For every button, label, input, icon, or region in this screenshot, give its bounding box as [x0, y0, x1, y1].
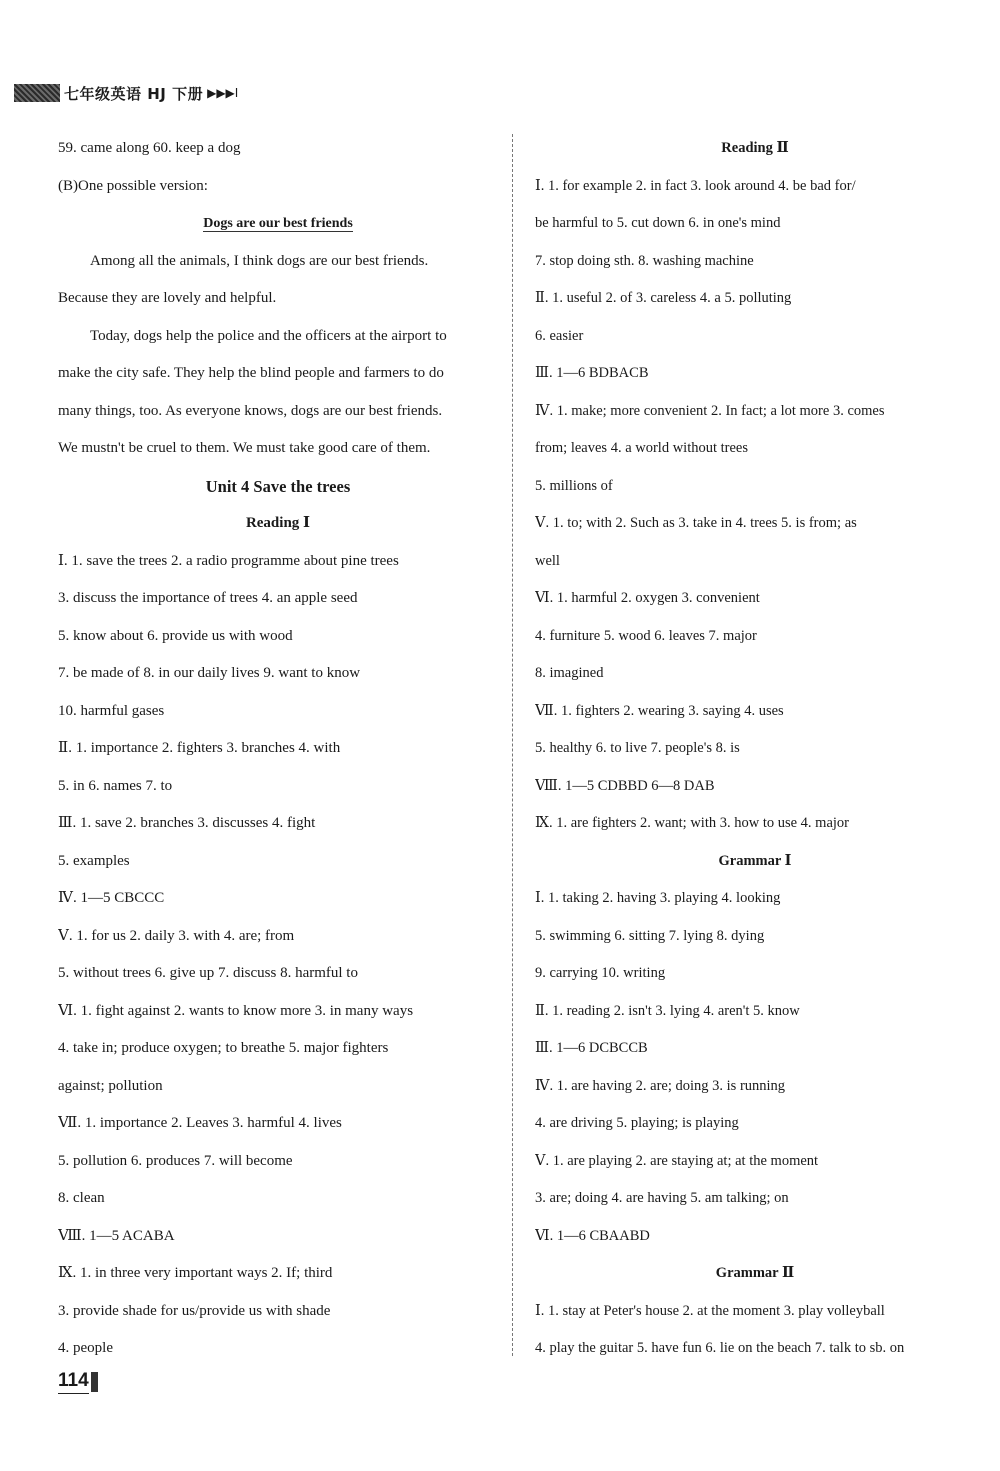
answer-line: Ⅶ. 1. importance 2. Leaves 3. harmful 4. lives [58, 1115, 342, 1131]
answer-line: 7. be made of 8. in our daily lives 9. want to know [58, 665, 361, 681]
answer-line: 6. easier [535, 327, 584, 344]
column-divider [512, 134, 513, 1356]
answer-line: many things, too. As everyone knows, dogs are our best friends. [58, 402, 443, 419]
answer-line: Ⅵ. 1. fight against 2. wants to know more 3. in many ways [58, 1002, 414, 1019]
answer-line: 5. in 6. names 7. to [58, 777, 173, 794]
section-heading: Grammar Ⅱ [715, 1265, 795, 1281]
essay-paragraph-line: Among all the animals, I think dogs are our best friends. [90, 252, 429, 269]
header-title: 七年级英语 HJ 下册 [64, 84, 204, 103]
answer-line: Ⅸ. 1. are fighters 2. want; with 3. how to use 4. major [535, 815, 850, 831]
section-heading: Reading Ⅱ [721, 140, 789, 156]
answer-line: Ⅰ. 1. save the trees 2. a radio programme about pine trees [58, 552, 399, 569]
answer-line: Ⅱ. 1. reading 2. isn't 3. lying 4. aren't 5. know [535, 1002, 800, 1019]
answer-line: Because they are lovely and helpful. [58, 290, 277, 306]
answer-line: 5. know about 6. provide us with wood [58, 627, 293, 644]
answer-line: 5. without trees 6. give up 7. discuss 8. harmful to [58, 965, 358, 981]
answer-line: Ⅷ. 1—5 CDBBD 6—8 DAB [535, 777, 715, 794]
answer-line: Ⅶ. 1. fighters 2. wearing 3. saying 4. uses [535, 702, 784, 719]
answer-line: We mustn't be cruel to them. We must take good care of them. [58, 440, 431, 456]
answer-line: Ⅲ. 1. save 2. branches 3. discusses 4. fight [58, 815, 316, 831]
page-number: 114 [58, 1370, 89, 1394]
header-arrows-icon: ▶▶▶I [207, 86, 239, 100]
answer-line: Ⅵ. 1—6 CBAABD [535, 1227, 650, 1244]
answer-line: (B)One possible version: [58, 177, 208, 194]
section-heading: Grammar Ⅰ [718, 852, 792, 869]
answer-line: Ⅴ. 1. to; with 2. Such as 3. take in 4. trees 5. is from; as [535, 515, 857, 531]
answer-line: from; leaves 4. a world without trees [535, 440, 749, 456]
answer-line: be harmful to 5. cut down 6. in one's mind [535, 215, 781, 231]
answer-line: 5. pollution 6. produces 7. will become [58, 1152, 293, 1169]
right-column [535, 130, 975, 1368]
answer-line: well [535, 552, 560, 569]
answer-line: Ⅲ. 1—6 DCBCCB [535, 1040, 648, 1056]
header-decoration [14, 84, 60, 102]
answer-line: 3. are; doing 4. are having 5. am talking; on [535, 1190, 789, 1206]
answer-line: 5. examples [58, 852, 130, 869]
answer-line: Ⅴ. 1. for us 2. daily 3. with 4. are; from [58, 927, 295, 944]
answer-line: Ⅳ. 1. are having 2. are; doing 3. is running [535, 1077, 786, 1094]
answer-line: Ⅵ. 1. harmful 2. oxygen 3. convenient [535, 590, 760, 606]
answer-line: Ⅲ. 1—6 BDBACB [535, 365, 649, 381]
answer-line: 5. healthy 6. to live 7. people's 8. is [535, 740, 740, 756]
answer-line: Ⅰ. 1. for example 2. in fact 3. look around 4. be bad for/ [535, 177, 856, 194]
answer-line: Ⅱ. 1. useful 2. of 3. careless 4. a 5. polluting [535, 290, 792, 306]
essay-title [58, 205, 498, 243]
answer-line: Ⅰ. 1. taking 2. having 3. playing 4. looking [535, 890, 781, 906]
page-footer [58, 1370, 98, 1394]
answer-line: 3. provide shade for us/provide us with shade [58, 1302, 331, 1319]
page-header [14, 80, 314, 106]
answer-line: 5. swimming 6. sitting 7. lying 8. dying [535, 927, 765, 944]
left-column [58, 130, 498, 1368]
answer-line: 8. imagined [535, 665, 604, 681]
answer-line: 4. people [58, 1340, 113, 1356]
answer-line: 9. carrying 10. writing [535, 965, 666, 981]
page-number-block [91, 1372, 98, 1392]
answer-line: Ⅸ. 1. in three very important ways 2. If; third [58, 1265, 333, 1281]
answer-line: 4. furniture 5. wood 6. leaves 7. major [535, 627, 757, 644]
unit-title: Unit 4 Save the trees [205, 476, 351, 496]
answer-line: Ⅰ. 1. stay at Peter's house 2. at the moment 3. play volleyball [535, 1302, 885, 1319]
answer-line: 4. play the guitar 5. have fun 6. lie on the beach 7. talk to sb. on [535, 1340, 905, 1356]
answer-line: Ⅷ. 1—5 ACABA [58, 1227, 175, 1244]
answer-line: 3. discuss the importance of trees 4. an apple seed [58, 590, 358, 606]
answer-line: 8. clean [58, 1190, 105, 1206]
answer-line: Ⅴ. 1. are playing 2. are staying at; at the moment [535, 1152, 819, 1169]
essay-title-text: Dogs are our best friends [203, 216, 353, 231]
section-heading: Reading Ⅰ [245, 515, 311, 531]
answer-line: 7. stop doing sth. 8. washing machine [535, 252, 754, 269]
answer-line: Ⅱ. 1. importance 2. fighters 3. branches 4. with [58, 740, 341, 756]
answer-line: 5. millions of [535, 477, 613, 494]
answer-line: 59. came along 60. keep a dog [58, 140, 241, 156]
answer-line: make the city safe. They help the blind people and farmers to do [58, 365, 444, 381]
answer-line: 4. are driving 5. playing; is playing [535, 1115, 739, 1131]
answer-line: 10. harmful gases [58, 702, 165, 719]
answer-line: 4. take in; produce oxygen; to breathe 5. major fighters [58, 1040, 389, 1056]
essay-paragraph-line: Today, dogs help the police and the officers at the airport to [90, 327, 447, 344]
answer-line: Ⅳ. 1—5 CBCCC [58, 890, 165, 906]
answer-line: against; pollution [58, 1077, 163, 1094]
answer-line: Ⅳ. 1. make; more convenient 2. In fact; a lot more 3. comes [535, 402, 885, 419]
